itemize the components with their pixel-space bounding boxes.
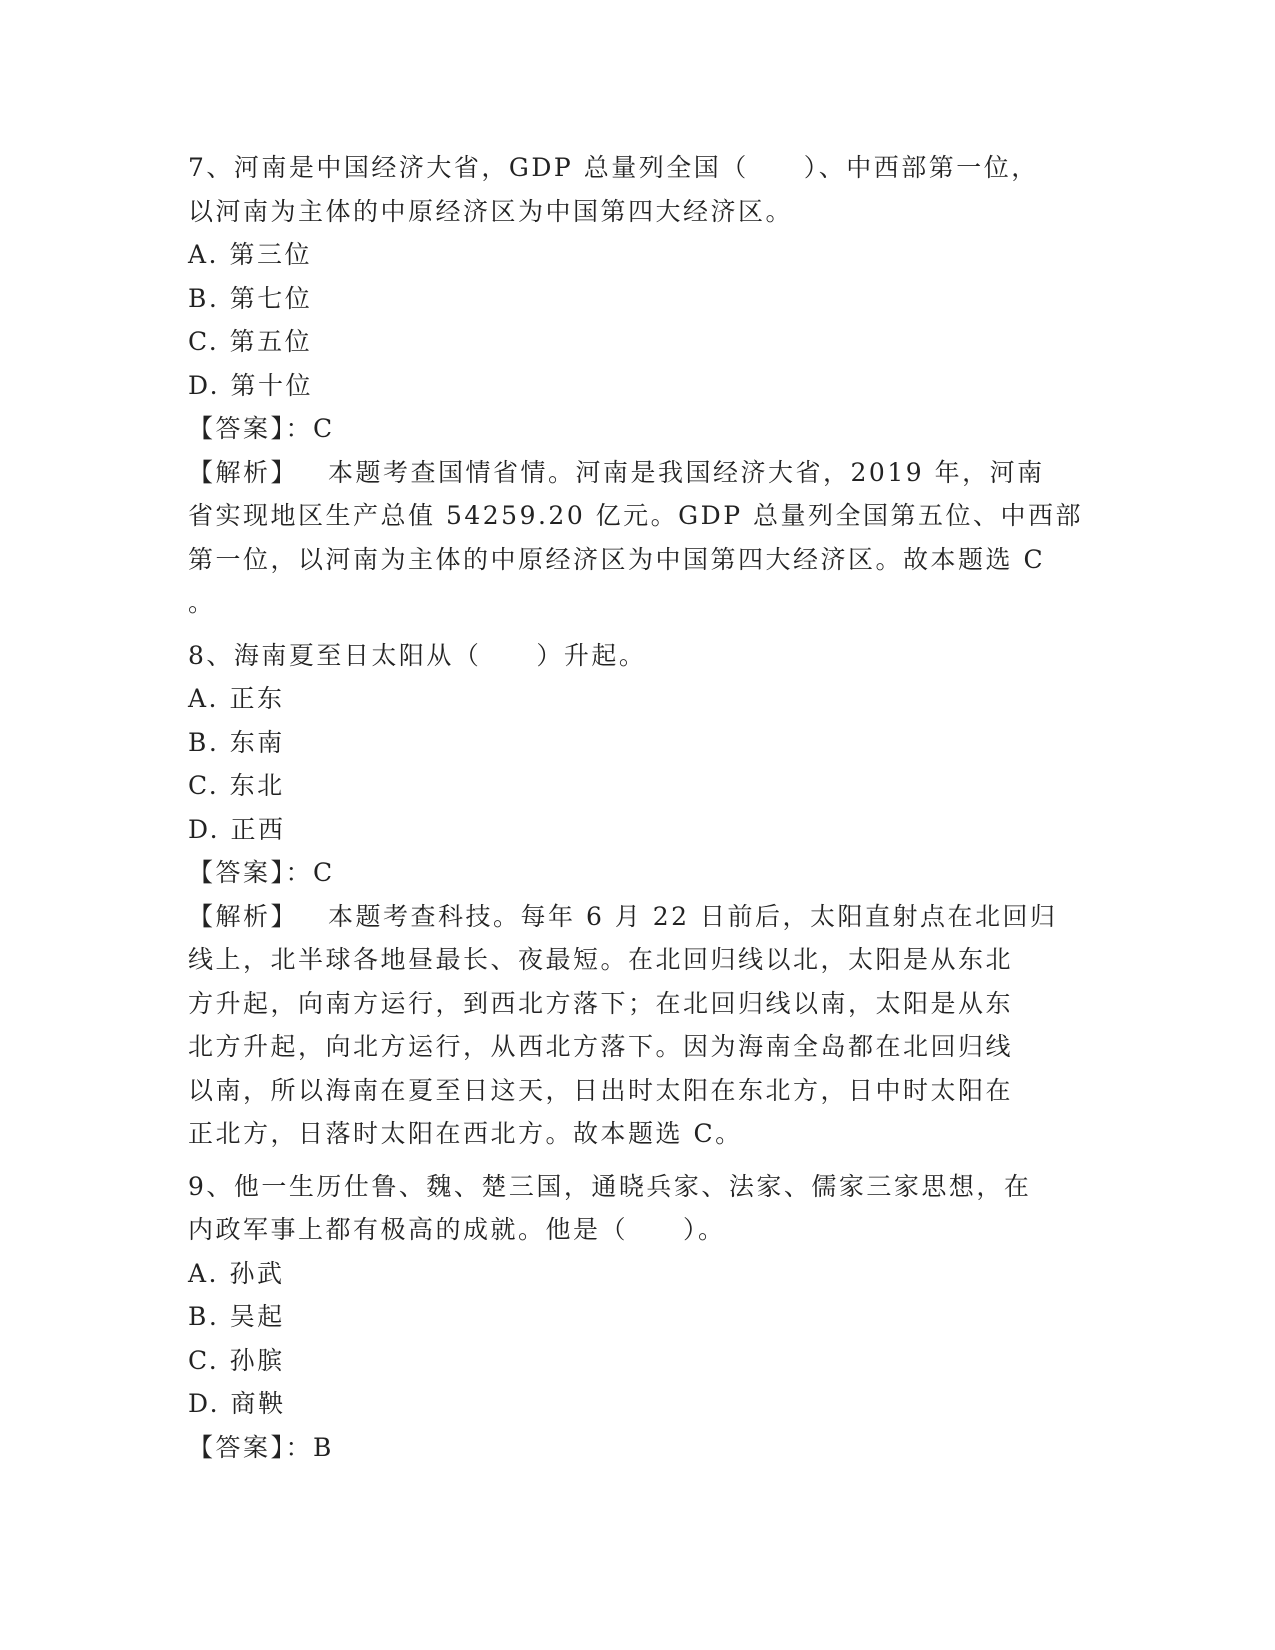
question-stem-line: 8、海南夏至日太阳从（ ）升起。 (188, 640, 647, 670)
answer-line (188, 1426, 1088, 1470)
question-7 (188, 146, 1088, 625)
analysis-line: 北方升起，向北方运行，从西北方落下。因为海南全岛都在北回归线 (188, 1032, 1014, 1061)
analysis-line: 线上，北半球各地昼最长、夜最短。在北回归线以北，太阳是从东北 (188, 945, 1014, 974)
analysis-label: 【解析】 (188, 457, 299, 487)
answer-value: C (313, 414, 335, 443)
answer-line (188, 851, 1088, 895)
question-list (188, 146, 1088, 1469)
answer-value: B (313, 1432, 334, 1462)
option-c: C. 东北 (188, 771, 285, 800)
option-b: B. 第七位 (188, 283, 313, 313)
analysis-line: 。 (188, 588, 216, 617)
analysis-text: 本题考查科技。每年 6 月 22 日前后，太阳直射点在北回归 (328, 901, 1058, 931)
option-d: D. 正西 (188, 814, 286, 844)
option-d: D. 商鞅 (188, 1389, 286, 1418)
answer-line (188, 407, 1088, 451)
analysis-label: 【解析】 (188, 901, 299, 931)
option-c: C. 第五位 (188, 327, 313, 356)
option-a: A. 第三位 (188, 240, 312, 269)
answer-value: C (313, 858, 335, 887)
analysis-line: 第一位，以河南为主体的中原经济区为中国第四大经济区。故本题选 C (188, 544, 1046, 574)
question-stem-line: 7、河南是中国经济大省，GDP 总量列全国（ ）、中西部第一位， (188, 153, 1039, 182)
option-a: A. 正东 (188, 684, 285, 713)
answer-label: 【答案】： (188, 1432, 314, 1462)
question-stem-line: 内政军事上都有极高的成就。他是（ ）。 (188, 1215, 726, 1244)
answer-label: 【答案】： (188, 858, 314, 887)
analysis-line: 正北方，日落时太阳在西北方。故本题选 C。 (188, 1119, 743, 1148)
option-a: A. 孙武 (188, 1258, 285, 1288)
question-8 (188, 634, 1088, 1156)
analysis-line (188, 895, 1088, 939)
analysis-line: 省实现地区生产总值 54259.20 亿元。GDP 总量列全国第五位、中西部 (188, 501, 1083, 530)
analysis-line (188, 451, 1088, 495)
option-b: B. 吴起 (188, 1302, 285, 1331)
option-b: B. 东南 (188, 727, 285, 757)
answer-label: 【答案】： (188, 414, 314, 443)
question-stem-line: 以河南为主体的中原经济区为中国第四大经济区。 (188, 196, 794, 226)
analysis-line: 以南，所以海南在夏至日这天，日出时太阳在东北方，日中时太阳在 (188, 1075, 1014, 1105)
option-d: D. 第十位 (188, 370, 314, 400)
analysis-line: 方升起，向南方运行，到西北方落下；在北回归线以南，太阳是从东 (188, 988, 1014, 1018)
question-9 (188, 1165, 1088, 1470)
question-stem-line: 9、他一生历仕鲁、魏、楚三国，通晓兵家、法家、儒家三家思想，在 (188, 1171, 1032, 1201)
analysis-text: 本题考查国情省情。河南是我国经济大省，2019 年，河南 (328, 457, 1045, 487)
option-c: C. 孙膑 (188, 1345, 285, 1375)
